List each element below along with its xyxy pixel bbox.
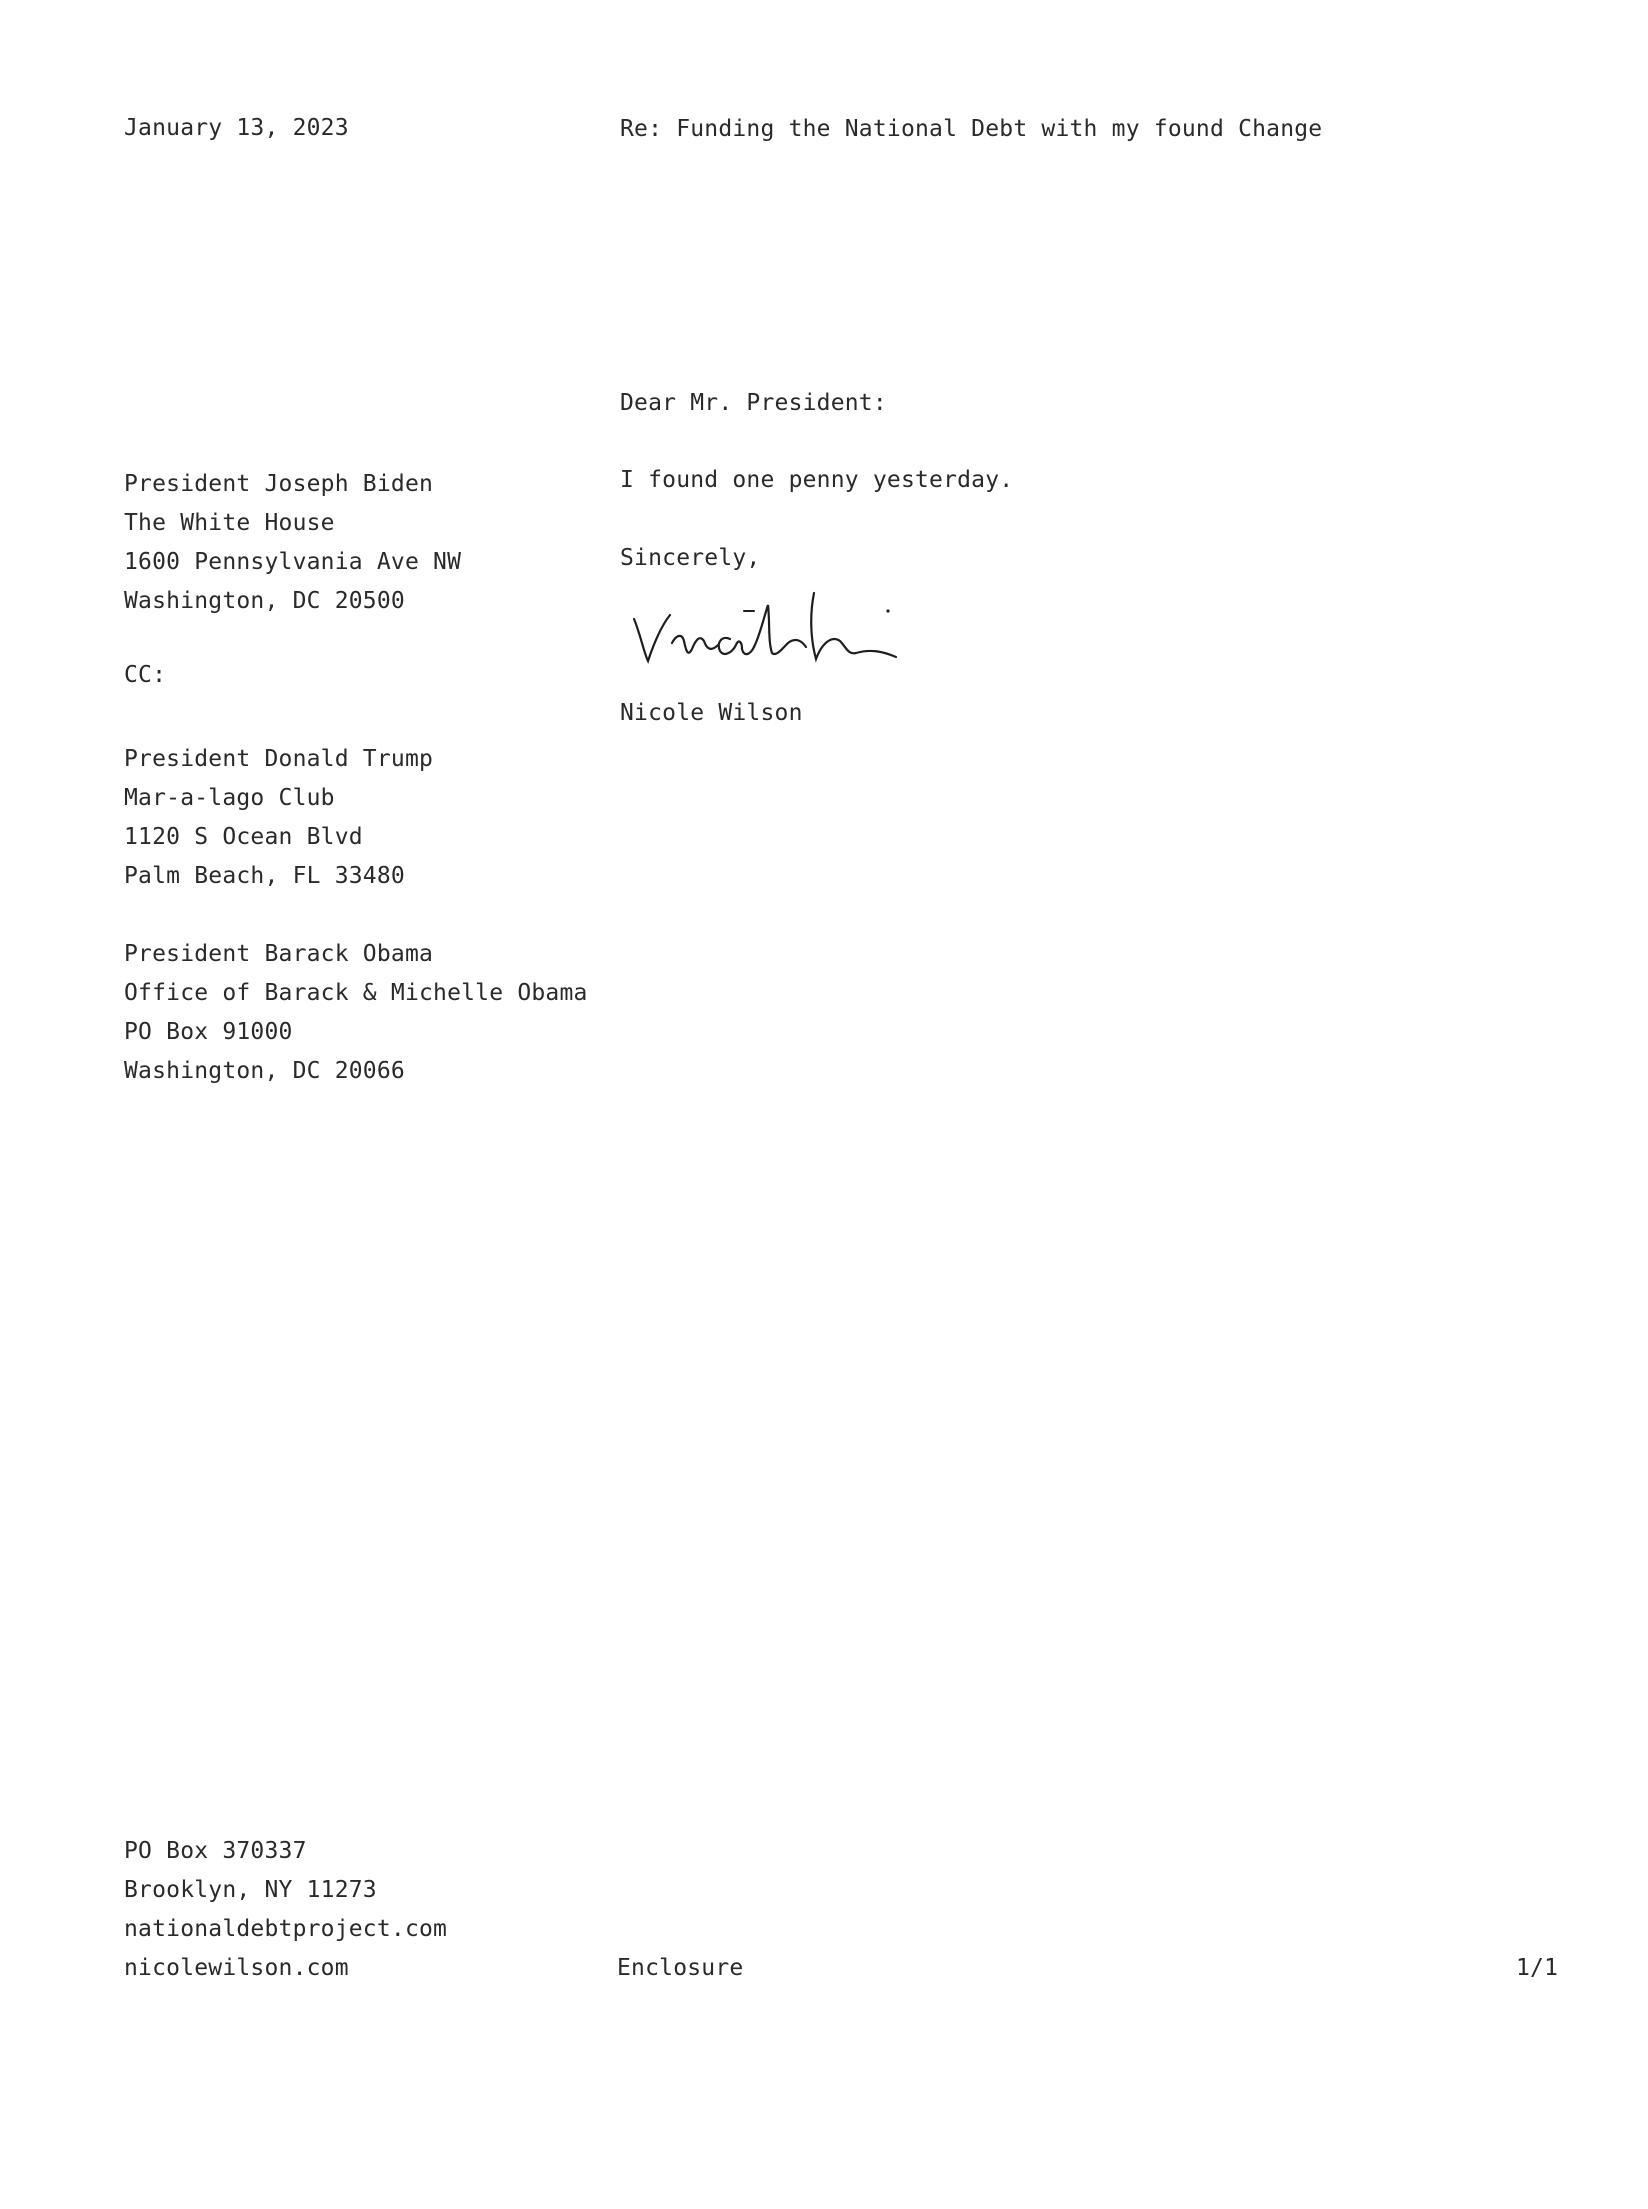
- letter-body: I found one penny yesterday.: [620, 467, 1014, 493]
- sender-line: Brooklyn, NY 11273: [124, 1877, 377, 1903]
- address-line: President Barack Obama: [124, 941, 434, 967]
- sender-website: nicolewilson.com: [124, 1955, 349, 1981]
- letter-subject: Re: Funding the National Debt with my found Change: [620, 116, 1323, 142]
- address-line: Office of Barack & Michelle Obama: [124, 980, 588, 1006]
- address-line: Mar-a-lago Club: [124, 785, 335, 811]
- address-line: Washington, DC 20500: [124, 588, 405, 614]
- cc-address: [124, 740, 433, 896]
- sender-line: PO Box 370337: [124, 1838, 307, 1864]
- address-line: Palm Beach, FL 33480: [124, 863, 405, 889]
- address-line: 1120 S Ocean Blvd: [124, 824, 363, 850]
- address-line: 1600 Pennsylvania Ave NW: [124, 549, 462, 575]
- sender-website: nationaldebtproject.com: [124, 1916, 448, 1942]
- sender-address: [124, 1832, 447, 1988]
- address-line: President Donald Trump: [124, 746, 434, 772]
- address-line: Washington, DC 20066: [124, 1058, 405, 1084]
- address-line: PO Box 91000: [124, 1019, 293, 1045]
- page-number: 1/1: [1516, 1955, 1559, 1981]
- signature-name: Nicole Wilson: [620, 700, 803, 726]
- cc-address: [124, 935, 588, 1091]
- cc-label: CC:: [124, 662, 167, 688]
- recipient-address: [124, 465, 461, 621]
- address-line: The White House: [124, 510, 335, 536]
- enclosure-label: Enclosure: [617, 1955, 744, 1981]
- address-line: President Joseph Biden: [124, 471, 434, 497]
- salutation: Dear Mr. President:: [620, 390, 887, 416]
- closing: Sincerely,: [620, 545, 761, 571]
- letter-date: January 13, 2023: [124, 115, 349, 141]
- handwritten-signature: [626, 583, 966, 673]
